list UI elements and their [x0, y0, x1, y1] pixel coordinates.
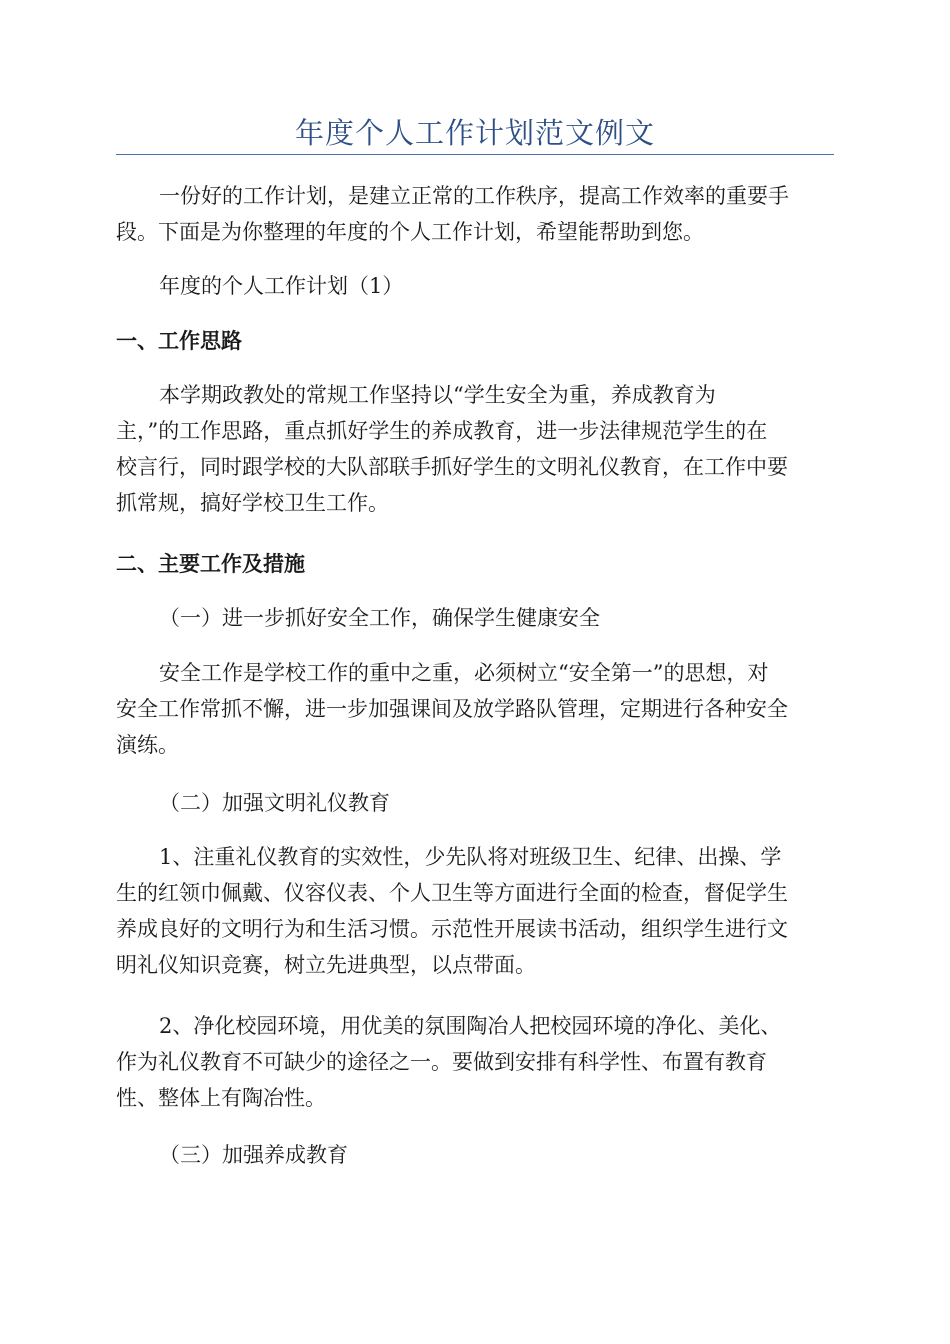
- item1-line: 养成良好的文明行为和生活习惯。示范性开展读书活动，组织学生进行文: [116, 917, 788, 941]
- subsection1-line: 演练。: [116, 733, 179, 757]
- subsection1-heading: （一）进一步抓好安全工作，确保学生健康安全: [159, 606, 600, 630]
- subsection2-heading: （二）加强文明礼仪教育: [159, 791, 390, 815]
- item2-paragraph: [116, 1008, 834, 1116]
- section1-line: 本学期政教处的常规工作坚持以“学生安全为重，养成教育为: [159, 383, 716, 407]
- section1-line: 校言行，同时跟学校的大队部联手抓好学生的文明礼仪教育，在工作中要: [116, 455, 788, 479]
- item2-line: 2、净化校园环境，用优美的氛围陶冶人把校园环境的净化、美化、: [159, 1014, 782, 1038]
- section1-paragraph: [116, 377, 834, 521]
- item1-line: 生的红领巾佩戴、仪容仪表、个人卫生等方面进行全面的检查，督促学生: [116, 881, 788, 905]
- intro-paragraph: [116, 178, 834, 250]
- intro-line: 一份好的工作计划，是建立正常的工作秩序，提高工作效率的重要手: [159, 184, 789, 208]
- item1-line: 明礼仪知识竞赛，树立先进典型，以点带面。: [116, 953, 536, 977]
- item2-line: 性、整体上有陶冶性。: [116, 1086, 326, 1110]
- section1-heading: 一、工作思路: [116, 328, 242, 353]
- document-title: 年度个人工作计划范文例文: [294, 116, 655, 150]
- section1-line: 主，”的工作思路，重点抓好学生的养成教育，进一步法律规范学生的在: [116, 419, 768, 443]
- item1-line: 1、注重礼仪教育的实效性，少先队将对班级卫生、纪律、出操、学: [159, 845, 782, 869]
- intro-line: 段。下面是为你整理的年度的个人工作计划，希望能帮助到您。: [116, 220, 704, 244]
- subsection1-paragraph: [116, 655, 834, 763]
- item1-paragraph: [116, 839, 834, 983]
- title-underline: [116, 154, 834, 155]
- item2-line: 作为礼仪教育不可缺少的途径之一。要做到安排有科学性、布置有教育: [116, 1050, 767, 1074]
- subsection1-line: 安全工作常抓不懈，进一步加强课间及放学路队管理，定期进行各种安全: [116, 697, 788, 721]
- plan-label: 年度的个人工作计划（1）: [159, 274, 404, 298]
- section1-line: 抓常规，搞好学校卫生工作。: [116, 491, 389, 515]
- subsection1-line: 安全工作是学校工作的重中之重，必须树立“安全第一”的思想，对: [159, 661, 769, 685]
- subsection3-heading: （三）加强养成教育: [159, 1143, 348, 1167]
- section2-heading: 二、主要工作及措施: [116, 551, 305, 576]
